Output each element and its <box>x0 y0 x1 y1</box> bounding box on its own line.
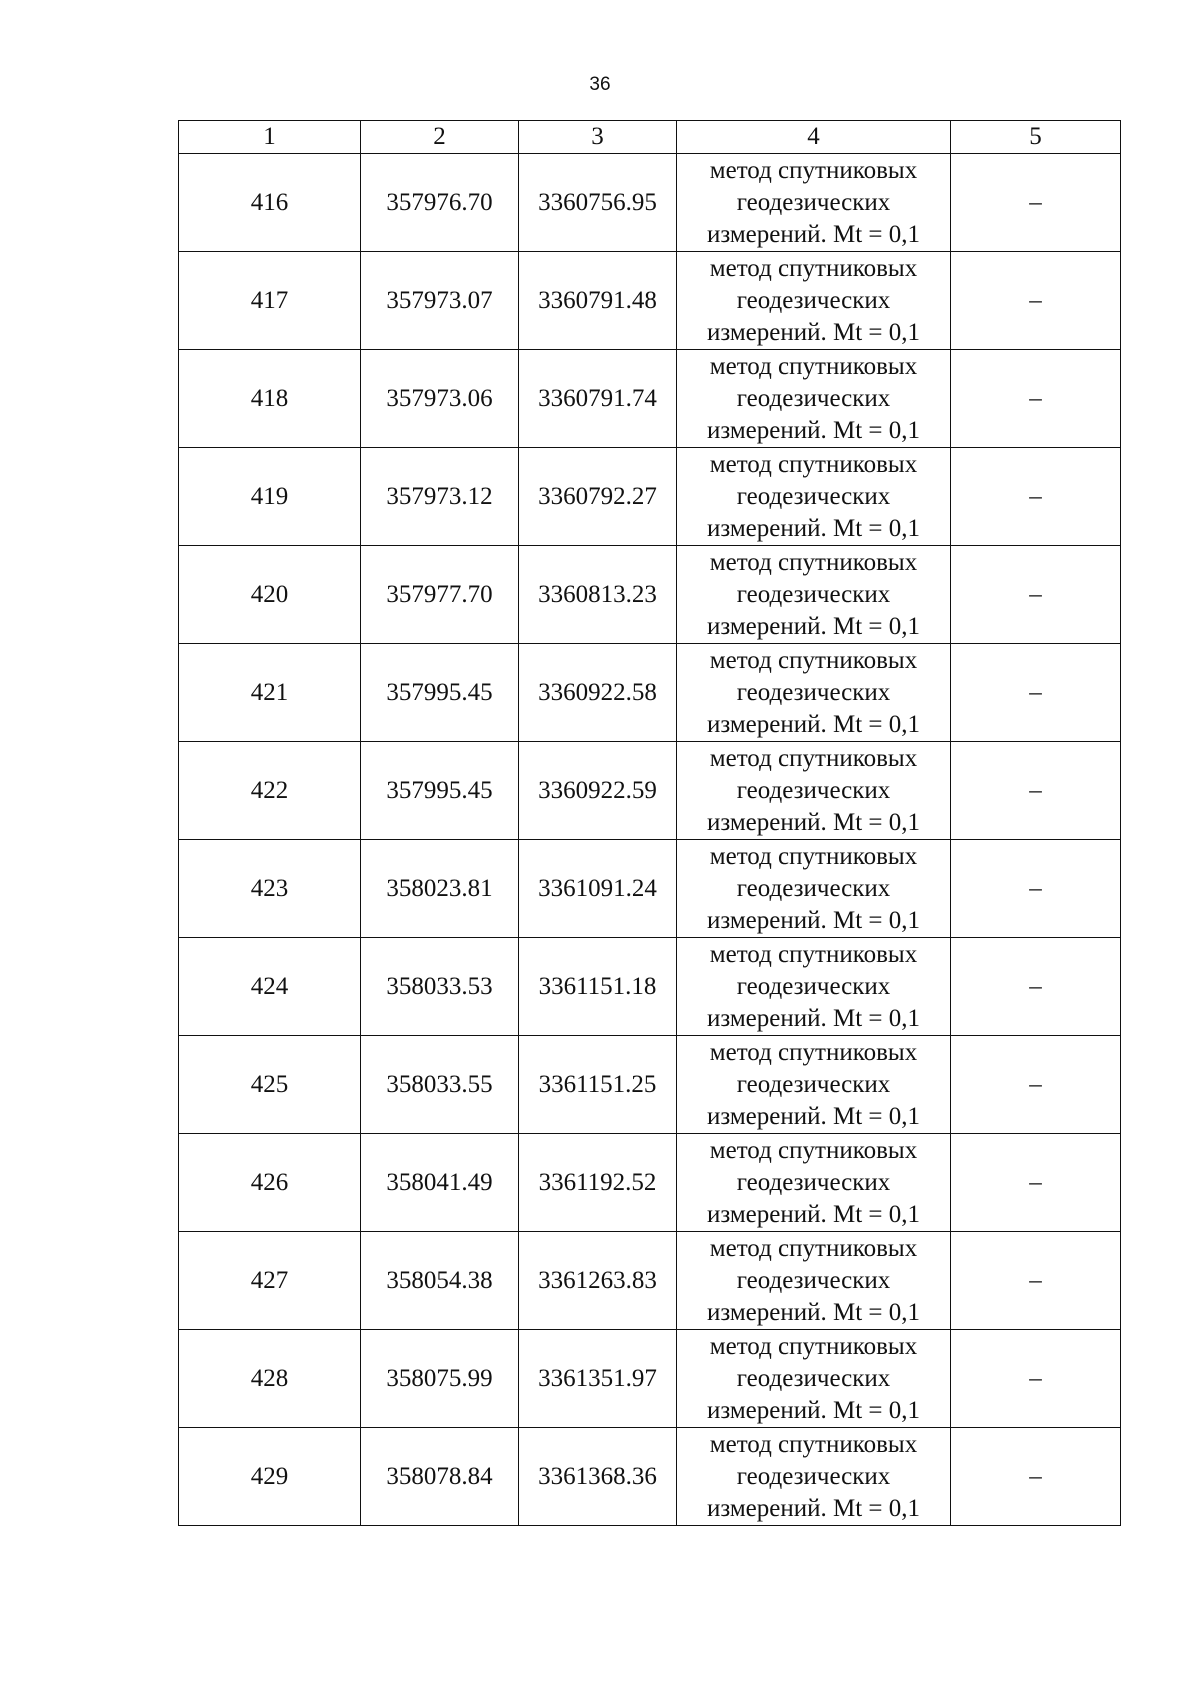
point-number-cell: 418 <box>179 350 361 448</box>
header-col-1: 1 <box>179 121 361 154</box>
note-cell: – <box>951 252 1121 350</box>
x-coordinate-cell: 358041.49 <box>361 1134 519 1232</box>
method-text: метод спутниковых геодезических измерений. Mt = 0,1 <box>706 1136 921 1228</box>
method-text: метод спутниковых геодезических измерений. Mt = 0,1 <box>706 1332 921 1424</box>
header-row <box>179 121 1121 154</box>
method-cell <box>677 448 951 546</box>
method-cell <box>677 546 951 644</box>
header-col-2: 2 <box>361 121 519 154</box>
table-row <box>179 448 1121 546</box>
table-row <box>179 252 1121 350</box>
note-cell: – <box>951 1232 1121 1330</box>
note-cell: – <box>951 1330 1121 1428</box>
y-coordinate-cell: 3360813.23 <box>519 546 677 644</box>
note-cell: – <box>951 1134 1121 1232</box>
point-number-cell: 428 <box>179 1330 361 1428</box>
table-row <box>179 1330 1121 1428</box>
method-text: метод спутниковых геодезических измерений. Mt = 0,1 <box>706 548 921 640</box>
y-coordinate-cell: 3360792.27 <box>519 448 677 546</box>
method-cell <box>677 154 951 252</box>
table-row <box>179 1232 1121 1330</box>
table-row <box>179 644 1121 742</box>
table-row <box>179 742 1121 840</box>
header-col-5: 5 <box>951 121 1121 154</box>
y-coordinate-cell: 3360922.58 <box>519 644 677 742</box>
page-number: 36 <box>589 74 611 95</box>
method-text: метод спутниковых геодезических измерений. Mt = 0,1 <box>706 744 921 836</box>
method-text: метод спутниковых геодезических измерений. Mt = 0,1 <box>706 156 921 248</box>
y-coordinate-cell: 3361368.36 <box>519 1428 677 1526</box>
y-coordinate-cell: 3360791.48 <box>519 252 677 350</box>
x-coordinate-cell: 357977.70 <box>361 546 519 644</box>
table-row <box>179 350 1121 448</box>
method-text: метод спутниковых геодезических измерений. Mt = 0,1 <box>706 1038 921 1130</box>
point-number-cell: 423 <box>179 840 361 938</box>
x-coordinate-cell: 358033.55 <box>361 1036 519 1134</box>
x-coordinate-cell: 357973.12 <box>361 448 519 546</box>
x-coordinate-cell: 357995.45 <box>361 742 519 840</box>
x-coordinate-cell: 358078.84 <box>361 1428 519 1526</box>
y-coordinate-cell: 3361263.83 <box>519 1232 677 1330</box>
table-row <box>179 154 1121 252</box>
method-cell <box>677 1330 951 1428</box>
method-cell <box>677 938 951 1036</box>
method-text: метод спутниковых геодезических измерений. Mt = 0,1 <box>706 1430 921 1522</box>
method-cell <box>677 1232 951 1330</box>
y-coordinate-cell: 3360756.95 <box>519 154 677 252</box>
point-number-cell: 419 <box>179 448 361 546</box>
point-number-cell: 429 <box>179 1428 361 1526</box>
y-coordinate-cell: 3361151.18 <box>519 938 677 1036</box>
point-number-cell: 426 <box>179 1134 361 1232</box>
note-cell: – <box>951 644 1121 742</box>
point-number-cell: 425 <box>179 1036 361 1134</box>
note-cell: – <box>951 840 1121 938</box>
y-coordinate-cell: 3361351.97 <box>519 1330 677 1428</box>
method-text: метод спутниковых геодезических измерений. Mt = 0,1 <box>706 1234 921 1326</box>
x-coordinate-cell: 357976.70 <box>361 154 519 252</box>
note-cell: – <box>951 1036 1121 1134</box>
x-coordinate-cell: 357973.06 <box>361 350 519 448</box>
method-cell <box>677 742 951 840</box>
x-coordinate-cell: 357973.07 <box>361 252 519 350</box>
table-row <box>179 546 1121 644</box>
method-text: метод спутниковых геодезических измерений. Mt = 0,1 <box>706 450 921 542</box>
method-cell <box>677 350 951 448</box>
point-number-cell: 422 <box>179 742 361 840</box>
x-coordinate-cell: 358075.99 <box>361 1330 519 1428</box>
method-text: метод спутниковых геодезических измерений. Mt = 0,1 <box>706 646 921 738</box>
note-cell: – <box>951 742 1121 840</box>
table-row <box>179 1036 1121 1134</box>
point-number-cell: 424 <box>179 938 361 1036</box>
y-coordinate-cell: 3361091.24 <box>519 840 677 938</box>
table-row <box>179 1428 1121 1526</box>
x-coordinate-cell: 358033.53 <box>361 938 519 1036</box>
method-text: метод спутниковых геодезических измерений. Mt = 0,1 <box>706 940 921 1032</box>
table-body <box>179 154 1121 1526</box>
method-cell <box>677 252 951 350</box>
method-text: метод спутниковых геодезических измерений. Mt = 0,1 <box>706 842 921 934</box>
x-coordinate-cell: 358054.38 <box>361 1232 519 1330</box>
method-cell <box>677 644 951 742</box>
header-col-4: 4 <box>677 121 951 154</box>
x-coordinate-cell: 357995.45 <box>361 644 519 742</box>
header-col-3: 3 <box>519 121 677 154</box>
x-coordinate-cell: 358023.81 <box>361 840 519 938</box>
point-number-cell: 417 <box>179 252 361 350</box>
table-row <box>179 1134 1121 1232</box>
table-row <box>179 938 1121 1036</box>
y-coordinate-cell: 3360791.74 <box>519 350 677 448</box>
note-cell: – <box>951 350 1121 448</box>
point-number-cell: 420 <box>179 546 361 644</box>
point-number-cell: 416 <box>179 154 361 252</box>
note-cell: – <box>951 938 1121 1036</box>
method-text: метод спутниковых геодезических измерений. Mt = 0,1 <box>706 352 921 444</box>
point-number-cell: 421 <box>179 644 361 742</box>
method-cell <box>677 840 951 938</box>
method-cell <box>677 1428 951 1526</box>
table-row <box>179 840 1121 938</box>
coordinates-table <box>178 120 1121 1526</box>
method-cell <box>677 1134 951 1232</box>
note-cell: – <box>951 546 1121 644</box>
method-text: метод спутниковых геодезических измерений. Mt = 0,1 <box>706 254 921 346</box>
y-coordinate-cell: 3360922.59 <box>519 742 677 840</box>
y-coordinate-cell: 3361151.25 <box>519 1036 677 1134</box>
note-cell: – <box>951 1428 1121 1526</box>
point-number-cell: 427 <box>179 1232 361 1330</box>
note-cell: – <box>951 448 1121 546</box>
table-header <box>179 121 1121 154</box>
note-cell: – <box>951 154 1121 252</box>
method-cell <box>677 1036 951 1134</box>
y-coordinate-cell: 3361192.52 <box>519 1134 677 1232</box>
